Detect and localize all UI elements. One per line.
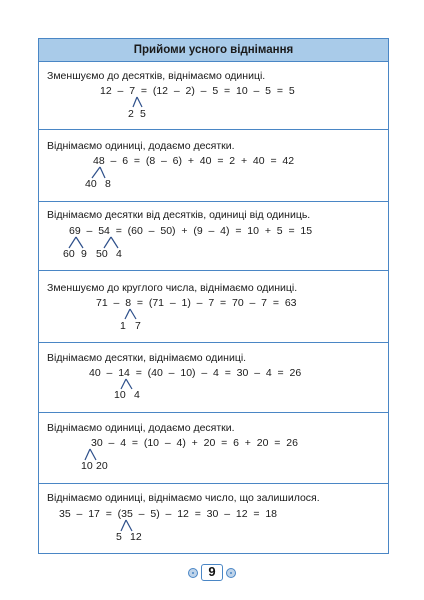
decomposition-part: 12 [130,531,142,543]
method-expression: 35 – 17 = (35 – 5) – 12 = 30 – 12 = 18 [59,508,278,520]
decomposition-part: 50 [96,248,108,260]
method-title: Віднімаємо десятки, віднімаємо одиниці. [47,352,247,364]
decomposition-part: 60 [63,248,75,260]
method-expression: 12 – 7 = (12 – 2) – 5 = 10 – 5 = 5 [100,85,295,97]
method-expression: 71 – 8 = (71 – 1) – 7 = 70 – 7 = 63 [96,297,297,309]
page-number-badge [188,564,236,582]
method-title: Віднімаємо одиниці, додаємо десятки. [47,140,235,152]
decomposition-part: 5 [116,531,122,543]
dot-ornament-icon [188,568,198,578]
method-expression: 69 – 54 = (60 – 50) + (9 – 4) = 10 + 5 = 15 [69,225,313,237]
decomposition-part: 10 [81,460,93,472]
decomposition-part: 7 [135,320,141,332]
decomposition-part: 10 [114,389,126,401]
decomposition-part: 4 [116,248,122,260]
page-number: 9 [201,564,223,581]
decomposition-part: 5 [140,108,146,120]
decomposition-part: 4 [134,389,140,401]
dot-ornament-icon [226,568,236,578]
methods-table [38,38,389,554]
method-title: Віднімаємо одиниці, віднімаємо число, що залишилося. [47,492,320,504]
decomposition-lines [39,39,390,555]
method-title: Віднімаємо одиниці, додаємо десятки. [47,422,235,434]
method-expression: 40 – 14 = (40 – 10) – 4 = 30 – 4 = 26 [89,367,302,379]
decomposition-part: 2 [128,108,134,120]
table-header: Прийоми усного віднімання [39,39,388,62]
decomposition-part: 9 [81,248,87,260]
method-title: Зменшуємо до десятків, віднімаємо одиниці. [47,70,266,82]
decomposition-part: 8 [105,178,111,190]
method-expression: 48 – 6 = (8 – 6) + 40 = 2 + 40 = 42 [93,155,295,167]
method-title: Віднімаємо десятки від десятків, одиниці від одиниць. [47,209,311,221]
method-title: Зменшуємо до круглого числа, віднімаємо одиниці. [47,282,298,294]
decomposition-part: 20 [96,460,108,472]
decomposition-part: 40 [85,178,97,190]
decomposition-part: 1 [120,320,126,332]
method-expression: 30 – 4 = (10 – 4) + 20 = 6 + 20 = 26 [91,437,298,449]
